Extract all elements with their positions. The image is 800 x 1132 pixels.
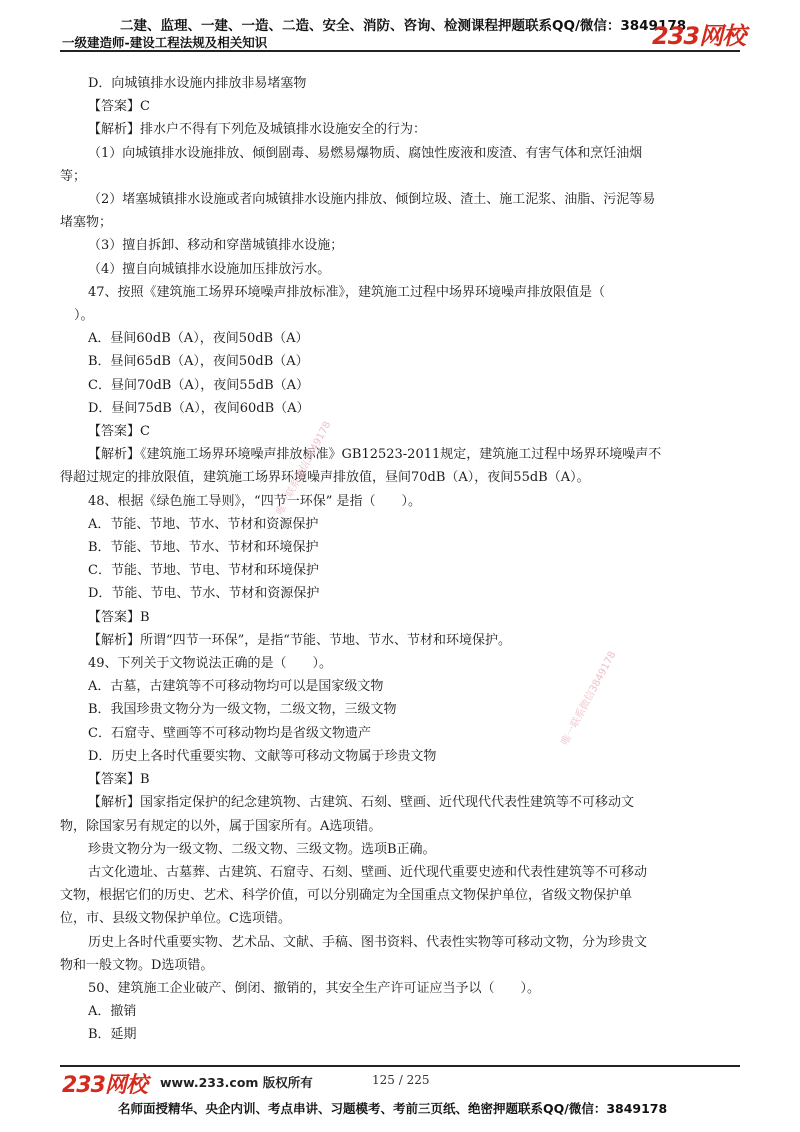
text-line: 等； [60, 168, 87, 184]
text-line: D．向城镇排水设施内排放非易堵塞物 [88, 76, 307, 91]
footer-contact-line: 名师面授精华、央企内训、考点串讲、习题模考、考前三页纸、绝密押题联系QQ/微信：3849178 [118, 1101, 668, 1116]
text-line: 【解析】所谓“四节一环保”，是指“节能、节地、节水、节材和环境保护。 [88, 632, 511, 648]
text-line: D．历史上各时代重要实物、文献等可移动文物属于珍贵文物 [88, 748, 437, 764]
text-line: C．石窟寺、壁画等不可移动物均是省级文物遗产 [88, 725, 371, 741]
text-line: 【答案】B [88, 609, 150, 625]
text-line: 49、下列关于文物说法正确的是（ ）。 [88, 656, 333, 672]
text-line: 历史上各时代重要实物、艺术品、文献、手稿、图书资料、代表性实物等可移动文物，分为珍贵文 [88, 934, 648, 950]
text-line: B．延期 [88, 1027, 137, 1043]
text-line: 【答案】C [88, 99, 150, 115]
text-line: 【解析】《建筑施工场界环境噪声排放标准》GB12523-2011规定，建筑施工过程中场界环境噪声不 [88, 447, 662, 463]
text-line: D．昼间75dB（A），夜间60dB（A） [88, 400, 310, 416]
text-line: 古文化遗址、古墓葬、古建筑、石窟寺、石刻、壁画、近代现代重要史迹和代表性建筑等不可移动 [88, 864, 648, 880]
text-line: （1）向城镇排水设施排放、倾倒剧毒、易燃易爆物质、腐蚀性废液和废渣、有害气体和烹饪油烟 [88, 145, 643, 161]
text-line: 堵塞物； [60, 215, 113, 231]
text-line: 位，市、县级文物保护单位。C选项错。 [60, 911, 291, 927]
text-line: B．我国珍贵文物分为一级文物，二级文物，三级文物 [88, 702, 397, 718]
footer-copyright: www.233.com 版权所有 [160, 1075, 313, 1090]
text-line: B．节能、节地、节水、节材和环境保护 [88, 540, 319, 556]
text-line: D．节能、节电、节水、节材和资源保护 [88, 586, 320, 602]
header-contact-line: 二建、监理、一建、一造、二造、安全、消防、咨询、检测课程押题联系QQ/微信：3849178 [120, 18, 687, 34]
text-line: 珍贵文物分为一级文物、二级文物、三级文物。选项B正确。 [88, 841, 436, 857]
text-line: C．节能、节地、节电、节材和环境保护 [88, 563, 319, 579]
text-line: 47、按照《建筑施工场界环境噪声排放标准》，建筑施工过程中场界环境噪声排放限值是（ [88, 284, 606, 300]
text-line: （2）堵塞城镇排水设施或者向城镇排水设施内排放、倾倒垃圾、渣土、施工泥浆、油脂、污泥等易 [88, 192, 656, 208]
text-line: A．撤销 [88, 1004, 137, 1020]
text-line: 得超过规定的排放限值，建筑施工场界环境噪声排放值，昼间70dB（A），夜间55dB（A）。 [60, 470, 590, 486]
text-line: A．古墓，古建筑等不可移动物均可以是国家级文物 [88, 679, 384, 695]
text-line: A．昼间60dB（A），夜间50dB（A） [88, 331, 309, 347]
footer-divider [60, 1065, 740, 1067]
text-line: ）。 [74, 308, 94, 324]
text-line: 【答案】B [88, 772, 150, 788]
watermark-text: 唯一联系微信3849178 [274, 419, 334, 518]
watermark-text: 唯一联系微信3849178 [559, 649, 619, 748]
page-number: 125 / 225 [372, 1073, 430, 1087]
text-line: 物，除国家另有规定的以外，属于国家所有。A选项错。 [60, 818, 382, 834]
brand-logo: 233网校 [652, 22, 746, 50]
text-line: 【解析】国家指定保护的纪念建筑物、古建筑、石刻、壁画、近代现代代表性建筑等不可移动文 [88, 795, 635, 811]
text-line: （3）擅自拆卸、移动和穿凿城镇排水设施； [88, 238, 344, 254]
document-body [60, 72, 740, 1047]
text-line: 文物，根据它们的历史、艺术、科学价值，可以分别确定为全国重点文物保护单位，省级文物保护单 [60, 888, 633, 904]
text-line: 物和一般文物。D选项错。 [60, 957, 214, 973]
text-line: 50、建筑施工企业破产、倒闭、撤销的，其安全生产许可证应当予以（ ）。 [88, 980, 541, 996]
text-line: 【解析】排水户不得有下列危及城镇排水设施安全的行为： [88, 122, 427, 138]
text-line: B．昼间65dB（A），夜间50dB（A） [88, 354, 309, 370]
text-line: A．节能、节地、节水、节材和资源保护 [88, 516, 319, 532]
text-line: （4）擅自向城镇排水设施加压排放污水。 [88, 261, 331, 277]
header-divider [60, 50, 740, 52]
document-subtitle: 一级建造师-建设工程法规及相关知识 [62, 35, 268, 50]
text-line: 【答案】C [88, 424, 150, 440]
footer-logo: 233网校 [62, 1073, 147, 1098]
text-line: 48、根据《绿色施工导则》，“四节一环保” 是指（ ）。 [88, 493, 421, 509]
text-line: C．昼间70dB（A），夜间55dB（A） [88, 377, 310, 393]
